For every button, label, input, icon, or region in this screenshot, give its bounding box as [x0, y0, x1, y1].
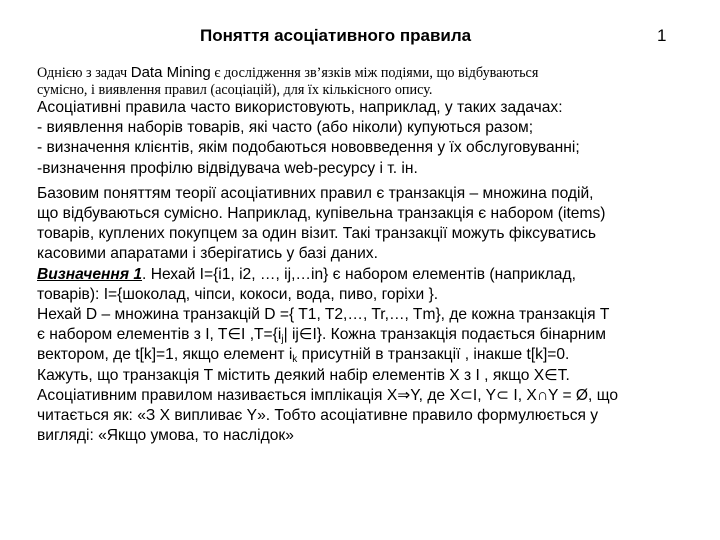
text-fragment: присутній в транзакції , інакше t[k]=0. [297, 346, 570, 364]
body-line: Кажуть, що транзакція T містить деякий набір елементів X з I , якщо X∈T. [37, 366, 570, 384]
body-line: товарів, куплених покупцем за один візит. Такі транзакції можуть фіксуватись [37, 225, 596, 243]
slide-title: Поняття асоціативного правила [200, 26, 472, 45]
body-line: Асоціативним правилом називається імплікація X⇒Y, де X⊂I, Y⊂ I, X∩Y = Ø, що [37, 386, 619, 404]
page-number: 1 [657, 26, 667, 45]
body-line: Нехай D – множина транзакцій D ={ T1, T2,…, Tr,…, Tm}, де кожна транзакція T [37, 306, 610, 324]
body-text [37, 98, 712, 446]
body-line [37, 345, 712, 365]
definition-text: . Нехай I={i1, i2, …, ij,…in} є набором елементів (наприклад, [142, 265, 576, 283]
body-line: читається як: «З X випливає Y». Тобто асоціативне правило формулюється у [37, 407, 599, 425]
body-line: - виявлення наборів товарів, які часто (або ніколи) купуються разом; [37, 119, 534, 137]
body-line: вигляді: «Якщо умова, то наслідок» [37, 427, 294, 445]
definition-label: Визначення 1 [37, 265, 143, 283]
definition-line-2: товарів): I={шоколад, чіпси, кокоси, вода, пиво, горіхи }. [37, 285, 439, 303]
text-fragment: є набором елементів з I, T∈I ,T={i [37, 326, 282, 344]
body-line: Асоціативні правила часто використовують, наприклад, у таких задачах: [37, 99, 563, 116]
intro-text-datamining: Data Mining [130, 64, 211, 81]
subscript: k [292, 354, 298, 366]
body-line: Базовим поняттям теорії асоціативних правил є транзакція – множина подій, [37, 184, 594, 202]
body-line: -визначення профілю відвідувача web-ресурсу і т. ін. [37, 159, 418, 177]
intro-text-a: Однією з задач [37, 65, 131, 81]
definition-line-1 [37, 265, 712, 285]
body-line: - визначення клієнтів, якім подобаються нововведення у їх обслуговуванні; [37, 139, 580, 157]
body-line: що відбуваються сумісно. Наприклад, купівельна транзакція є набором (items) [37, 205, 606, 223]
intro-text-b: є дослідження зв’язків між подіями, що відбуваються [210, 65, 539, 81]
intro-line-1 [37, 64, 707, 82]
intro-paragraph [37, 64, 707, 99]
body-line: касовими апаратами і зберігатись у базі даних. [37, 245, 378, 263]
body-line [37, 325, 712, 345]
text-fragment: | ij∈I}. Кожна транзакція подається бінарним [283, 326, 606, 344]
text-fragment: вектором, де t[k]=1, якщо елемент i [37, 346, 293, 364]
intro-line-2: сумісно, і виявлення правил (асоціацій), для їх кількісного опису. [37, 82, 433, 98]
subscript: j [281, 334, 284, 346]
